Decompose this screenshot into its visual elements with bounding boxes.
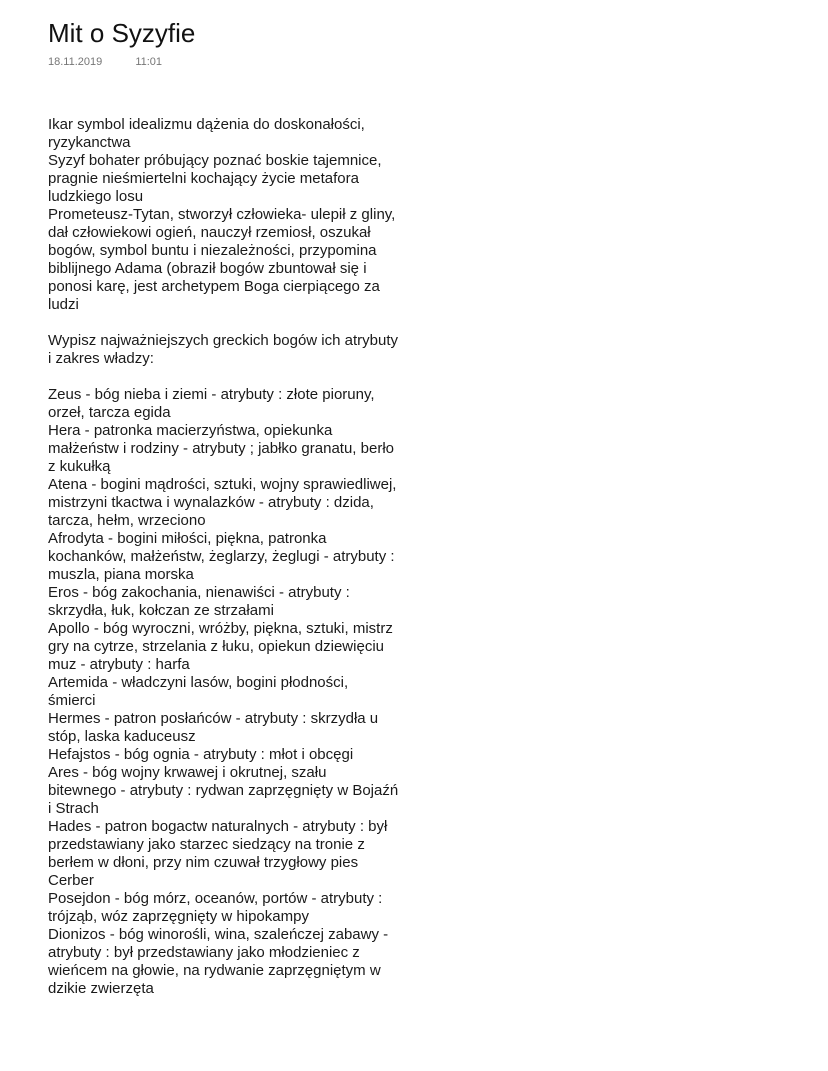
text-line: przedstawiany jako starzec siedzący na tronie z: [48, 836, 365, 853]
text-line: wieńcem na głowie, na rydwanie zaprzęgniętym w: [48, 962, 381, 979]
paragraph-figures: [48, 116, 438, 314]
text-line: Wypisz najważniejszych greckich bogów ich atrybuty: [48, 332, 399, 349]
text-line: Apollo - bóg wyroczni, wróżby, piękna, sztuki, mistrz: [48, 620, 393, 637]
note-body[interactable]: [48, 116, 438, 998]
text-line: Prometeusz-Tytan, stworzył człowieka- ulepił z gliny,: [48, 206, 396, 223]
text-line: Atena - bogini mądrości, sztuki, wojny sprawiedliwej,: [48, 476, 397, 493]
text-line: berłem w dłoni, przy nim czuwał trzygłowy pies: [48, 854, 359, 871]
page-title: Mit o Syzyfie: [48, 18, 196, 48]
note-time: 11:01: [135, 56, 163, 68]
text-line: Zeus - bóg nieba i ziemi - atrybuty : złote pioruny,: [48, 386, 375, 403]
text-line: bitewnego - atrybuty : rydwan zaprzęgnięty w Bojaźń: [48, 782, 399, 799]
text-line: muz - atrybuty : harfa: [48, 656, 190, 673]
text-line: Hefajstos - bóg ognia - atrybuty : młot i obcęgi: [48, 746, 354, 763]
text-line: Syzyf bohater próbujący poznać boskie tajemnice,: [48, 152, 382, 169]
text-line: Ikar symbol idealizmu dążenia do doskonałości,: [48, 116, 365, 133]
paragraph-gap: [48, 368, 438, 386]
text-line: muszla, piana morska: [48, 566, 194, 583]
text-line: orzeł, tarcza egida: [48, 404, 171, 421]
text-line: Artemida - władczyni lasów, bogini płodności,: [48, 674, 349, 691]
text-line: pragnie nieśmiertelni kochający życie metafora: [48, 170, 359, 187]
text-line: Hermes - patron posłańców - atrybuty : skrzydła u: [48, 710, 379, 727]
text-line: stóp, laska kaduceusz: [48, 728, 196, 745]
text-line: bogów, symbol buntu i niezależności, przypomina: [48, 242, 377, 259]
paragraph-task: [48, 332, 438, 368]
text-line: i zakres władzy:: [48, 350, 154, 367]
text-line: ryzykanctwa: [48, 134, 131, 151]
text-line: ludzkiego losu: [48, 188, 144, 205]
note-date: 18.11.2019: [48, 56, 103, 68]
text-line: skrzydła, łuk, kołczan ze strzałami: [48, 602, 274, 619]
text-line: atrybuty : był przedstawiany jako młodzieniec z: [48, 944, 360, 961]
paragraph-gods-list: [48, 386, 438, 998]
text-line: i Strach: [48, 800, 99, 817]
text-line: dał człowiekowi ogień, nauczył rzemiosł, oszukał: [48, 224, 371, 241]
text-line: kochanków, małżeństw, żeglarzy, żeglugi - atrybuty :: [48, 548, 395, 565]
text-line: z kukułką: [48, 458, 111, 475]
text-line: Eros - bóg zakochania, nienawiści - atrybuty :: [48, 584, 350, 601]
text-line: biblijnego Adama (obraził bogów zbuntował się i: [48, 260, 367, 277]
text-line: śmierci: [48, 692, 96, 709]
text-line: Dionizos - bóg winorośli, wina, szaleńczej zabawy -: [48, 926, 389, 943]
text-line: Cerber: [48, 872, 94, 889]
text-line: tarcza, hełm, wrzeciono: [48, 512, 206, 529]
text-line: Posejdon - bóg mórz, oceanów, portów - atrybuty :: [48, 890, 383, 907]
text-line: Hades - patron bogactw naturalnych - atrybuty : był: [48, 818, 388, 835]
note-metadata: [48, 56, 162, 68]
paragraph-gap: [48, 314, 438, 332]
text-line: ponosi karę, jest archetypem Boga cierpiącego za: [48, 278, 380, 295]
text-line: ludzi: [48, 296, 79, 313]
text-line: mistrzyni tkactwa i wynalazków - atrybuty : dzida,: [48, 494, 374, 511]
text-line: dzikie zwierzęta: [48, 980, 154, 997]
text-line: Hera - patronka macierzyństwa, opiekunka: [48, 422, 333, 439]
text-line: trójząb, wóz zaprzęgnięty w hipokampy: [48, 908, 309, 925]
text-line: Afrodyta - bogini miłości, piękna, patronka: [48, 530, 327, 547]
text-line: małżeństw i rodziny - atrybuty ; jabłko granatu, berło: [48, 440, 394, 457]
text-line: Ares - bóg wojny krwawej i okrutnej, szału: [48, 764, 327, 781]
text-line: gry na cytrze, strzelania z łuku, opiekun dziewięciu: [48, 638, 384, 655]
